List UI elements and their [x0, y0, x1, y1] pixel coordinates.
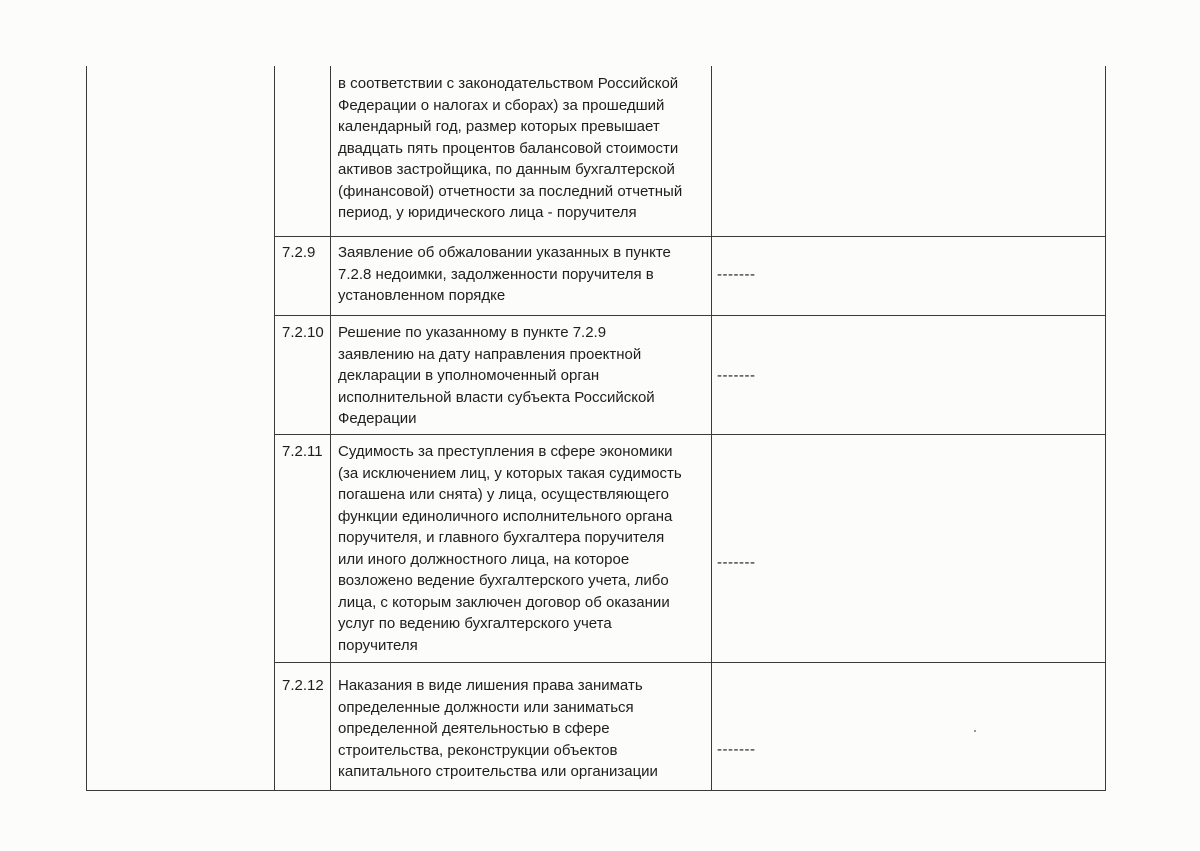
row-description: Судимость за преступления в сфере экономики (за исключением лиц, у которых такая судимость погашена или снята) у лица, осуществляющего функции единоличного исполнительного органа поручителя, и главного бухгалтера поручителя или иного должностного лица, на которое возложено ведение бухгалтерского учета, либо лица, с которым заключен договор об оказании услуг по ведению бухгалтерского учета поручителя [338, 443, 682, 654]
table-right-border [1105, 66, 1106, 790]
table-bottom-border [86, 790, 1106, 791]
value-column-left-border [711, 66, 712, 790]
row-value: ------- [717, 266, 756, 283]
row-description: Решение по указанному в пункте 7.2.9 заявлению на дату направления проектной декларации в уполномоченный орган исполнительной власти субъекта Российской Федерации [338, 324, 655, 427]
row-value: ------- [717, 367, 756, 384]
row-divider [274, 662, 1106, 663]
row-number: 7.2.10 [282, 324, 324, 341]
row-divider [274, 236, 1106, 237]
row-number: 7.2.9 [282, 244, 316, 261]
row-divider [274, 315, 1106, 316]
scan-speck [974, 730, 976, 732]
row-value: ------- [717, 554, 756, 571]
number-column-left-border [274, 66, 275, 790]
row-description: Наказания в виде лишения права занимать определенные должности или заниматься определенной деятельностью в сфере строительства, реконструкции объектов капитального строительства или организации [338, 677, 658, 780]
row-divider [274, 434, 1106, 435]
table-left-border [86, 66, 87, 790]
row-description: Заявление об обжаловании указанных в пункте 7.2.8 недоимки, задолженности поручителя в установленном порядке [338, 244, 671, 304]
row-value: ------- [717, 741, 756, 758]
row-number: 7.2.11 [282, 443, 323, 460]
row-number: 7.2.12 [282, 677, 324, 694]
row-description: в соответствии с законодательством Российской Федерации о налогах и сборах) за прошедший календарный год, размер которых превышает двадцать пять процентов балансовой стоимости активов застройщика, по данным бухгалтерской (финансовой) отчетности за последний отчетный период, у юридического лица - поручителя [338, 75, 683, 221]
